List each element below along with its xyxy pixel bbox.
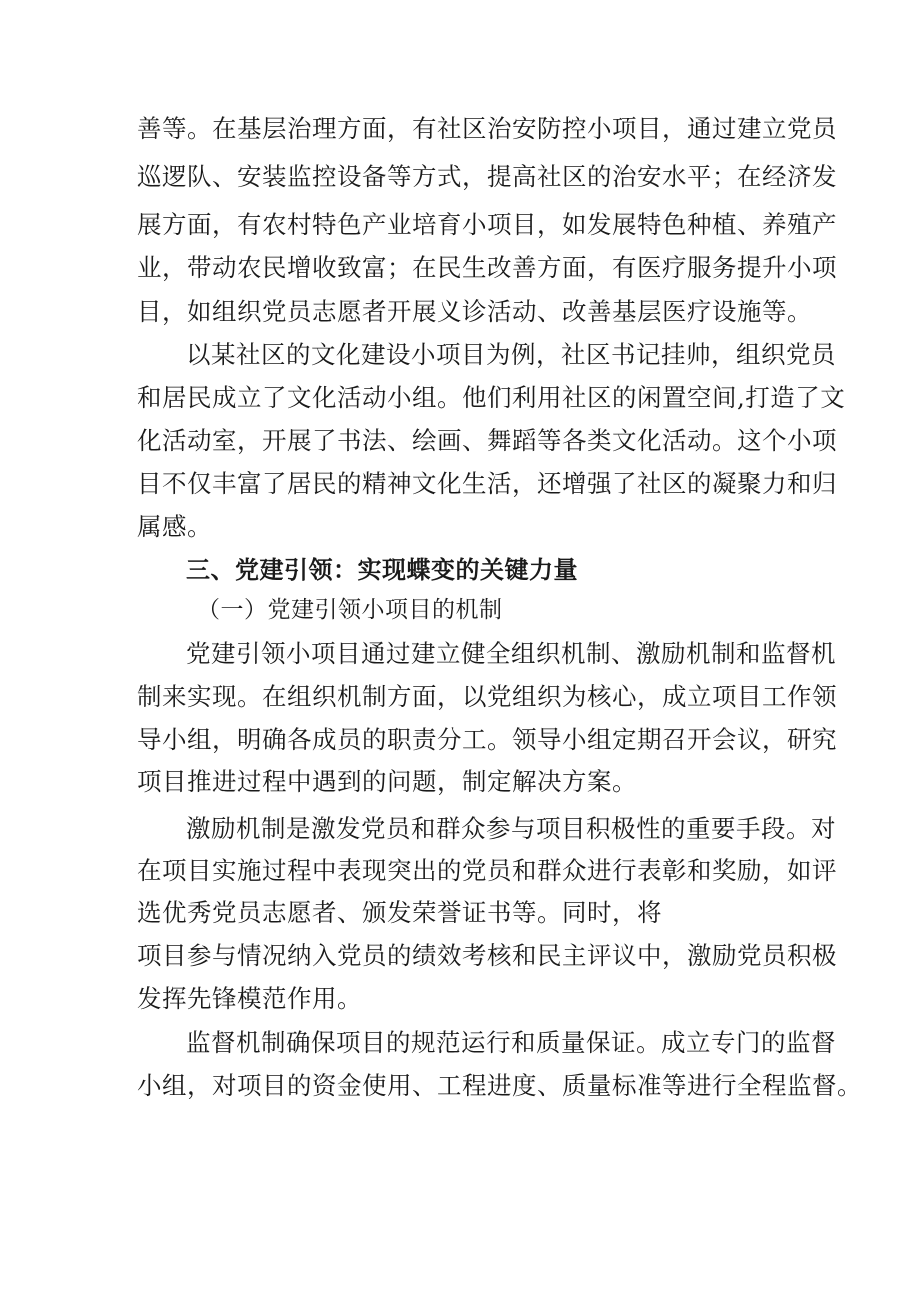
paragraph-line: 选优秀党员志愿者、颁发荣誉证书等。同时，将 xyxy=(137,898,662,927)
paragraph-line: 业，带动农民增收致富；在民生改善方面，有医疗服务提升小项 xyxy=(137,253,837,282)
paragraph-line: 项目参与情况纳入党员的绩效考核和民主评议中，激励党员积极 xyxy=(137,941,837,970)
paragraph-line: 项目推进过程中遇到的问题，制定解决方案。 xyxy=(137,767,637,796)
paragraph-line: 属感。 xyxy=(137,512,212,541)
section-heading: 三、党建引领：实现蝶变的关键力量 xyxy=(186,556,578,584)
paragraph-line: 和居民成立了文化活动小组。他们利用社区的闲置空间,打造了文 xyxy=(137,383,846,412)
paragraph-line: 监督机制确保项目的规范运行和质量保证。成立专门的监督 xyxy=(186,1028,836,1057)
paragraph-line: 发挥先锋模范作用。 xyxy=(137,984,362,1013)
paragraph-line: 小组，对项目的资金使用、工程进度、质量标准等进行全程监督。 xyxy=(137,1071,862,1100)
paragraph-line: 善等。在基层治理方面，有社区治安防控小项目，通过建立党员 xyxy=(137,114,837,143)
paragraph-line: 巡逻队、安装监控设备等方式，提高社区的治安水平；在经济发 xyxy=(137,162,837,191)
paragraph-line: 导小组，明确各成员的职责分工。领导小组定期召开会议，研究 xyxy=(137,725,837,754)
paragraph-line: 目不仅丰富了居民的精神文化生活，还增强了社区的凝聚力和归 xyxy=(137,469,837,498)
paragraph-line: 党建引领小项目通过建立健全组织机制、激励机制和监督机 xyxy=(186,639,836,668)
paragraph-line: 制来实现。在组织机制方面，以党组织为核心，成立项目工作领 xyxy=(137,682,837,711)
paragraph-line: 展方面，有农村特色产业培育小项目，如发展特色种植、养殖产 xyxy=(137,210,837,239)
paragraph-line: 在项目实施过程中表现突出的党员和群众进行表彰和奖励，如评 xyxy=(137,856,837,885)
paragraph-line: 化活动室，开展了书法、绘画、舞蹈等各类文化活动。这个小项 xyxy=(137,426,837,455)
subsection-heading: （一）党建引领小项目的机制 xyxy=(197,597,503,623)
paragraph-line: 以某社区的文化建设小项目为例，社区书记挂帅，组织党员 xyxy=(186,340,836,369)
paragraph-line: 目，如组织党员志愿者开展义诊活动、改善基层医疗设施等。 xyxy=(137,297,812,326)
paragraph-line: 激励机制是激发党员和群众参与项目积极性的重要手段。对 xyxy=(186,814,836,843)
